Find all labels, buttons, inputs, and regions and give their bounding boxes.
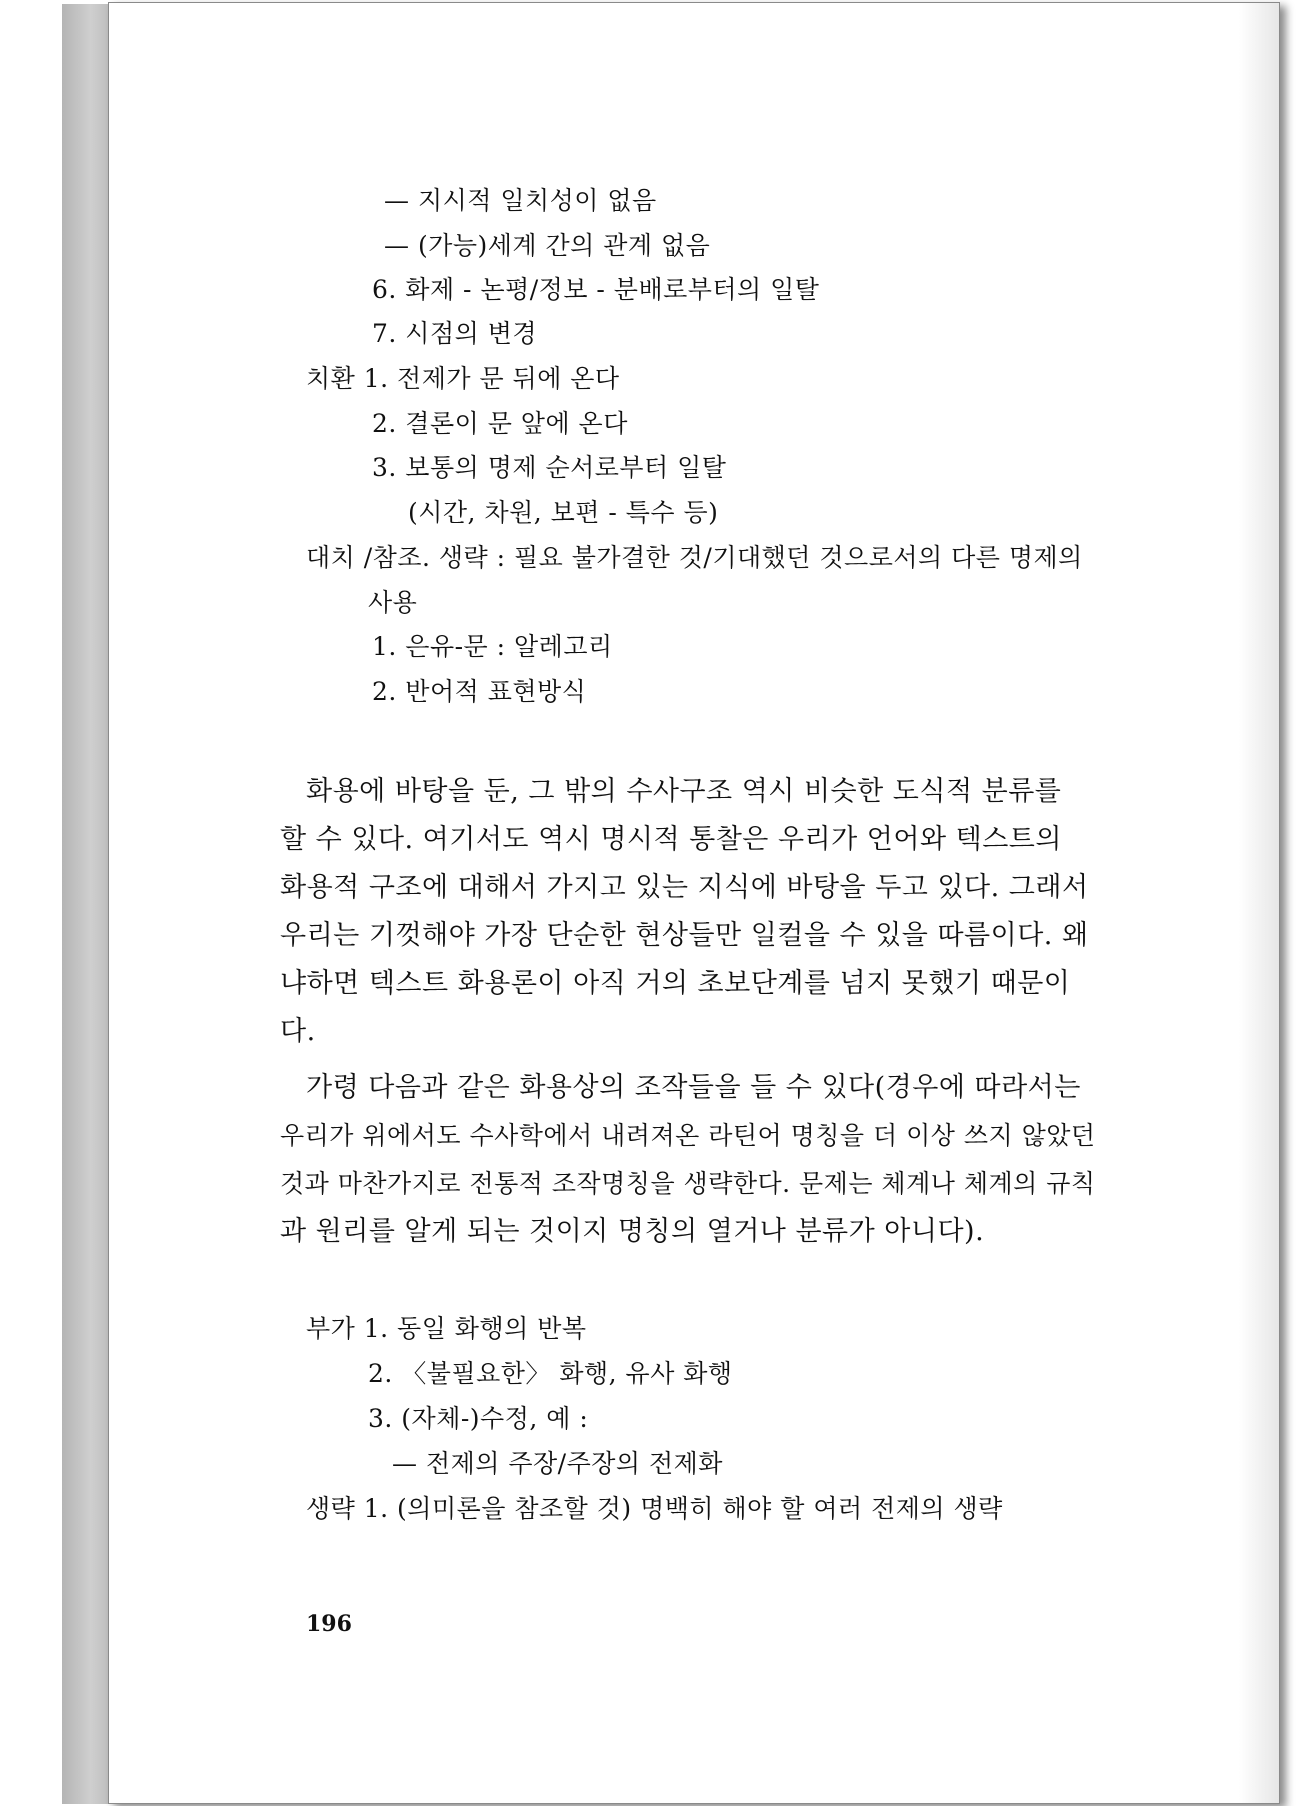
paragraph-line: 냐하면 텍스트 화용론이 아직 거의 초보단계를 넘지 못했기 때문이 — [280, 968, 1071, 999]
page-number: 196 — [306, 1611, 352, 1637]
page-edge-shade — [1239, 3, 1279, 1803]
outline-line: 2. 〈불필요한〉 화행, 유사 화행 — [368, 1359, 733, 1388]
book-spine — [62, 4, 110, 1804]
outline-line: 3. 보통의 명제 순서로부터 일탈 — [372, 453, 727, 482]
paragraph-line: 과 원리를 알게 되는 것이지 명칭의 열거나 분류가 아니다). — [280, 1216, 985, 1247]
outline-line: 7. 시점의 변경 — [372, 319, 537, 348]
outline-line: — 전제의 주장/주장의 전제화 — [392, 1449, 723, 1478]
outline-line: 2. 결론이 문 앞에 온다 — [372, 409, 628, 438]
paragraph-line: 화용에 바탕을 둔, 그 밖의 수사구조 역시 비슷한 도식적 분류를 — [306, 776, 1062, 807]
paragraph-line: 할 수 있다. 여기서도 역시 명시적 통찰은 우리가 언어와 텍스트의 — [280, 824, 1062, 855]
paragraph-line: 우리가 위에서도 수사학에서 내려져온 라틴어 명칭을 더 이상 쓰지 않았던 — [280, 1121, 1096, 1150]
outline-line: — 지시적 일치성이 없음 — [384, 186, 657, 215]
book-page — [108, 2, 1280, 1804]
outline-line: 1. 은유-문 : 알레고리 — [372, 632, 613, 661]
outline-line: (시간, 차원, 보편 - 특수 등) — [408, 498, 719, 527]
outline-line: 치환 1. 전제가 문 뒤에 온다 — [306, 364, 620, 393]
outline-line: 사용 — [368, 588, 418, 617]
outline-line: 부가 1. 동일 화행의 반복 — [306, 1314, 587, 1343]
paragraph-line: 우리는 기껏해야 가장 단순한 현상들만 일컬을 수 있을 따름이다. 왜 — [280, 920, 1089, 951]
outline-line: 3. (자체-)수정, 예 : — [368, 1404, 589, 1433]
outline-line: 생략 1. (의미론을 참조할 것) 명백히 해야 할 여러 전제의 생략 — [306, 1494, 1003, 1523]
paragraph-line: 다. — [280, 1016, 316, 1047]
paragraph-line: 가령 다음과 같은 화용상의 조작들을 들 수 있다(경우에 따라서는 — [306, 1072, 1081, 1103]
outline-line: 대치 /참조. 생략 : 필요 불가결한 것/기대했던 것으로서의 다른 명제의 — [306, 543, 1083, 572]
paragraph-line: 화용적 구조에 대해서 가지고 있는 지식에 바탕을 두고 있다. 그래서 — [280, 872, 1089, 903]
outline-line: — (가능)세계 간의 관계 없음 — [384, 231, 711, 260]
outline-line: 2. 반어적 표현방식 — [372, 677, 587, 706]
paragraph-line: 것과 마찬가지로 전통적 조작명칭을 생략한다. 문제는 체계나 체계의 규칙 — [280, 1169, 1096, 1198]
outline-line: 6. 화제 - 논평/정보 - 분배로부터의 일탈 — [372, 275, 820, 304]
